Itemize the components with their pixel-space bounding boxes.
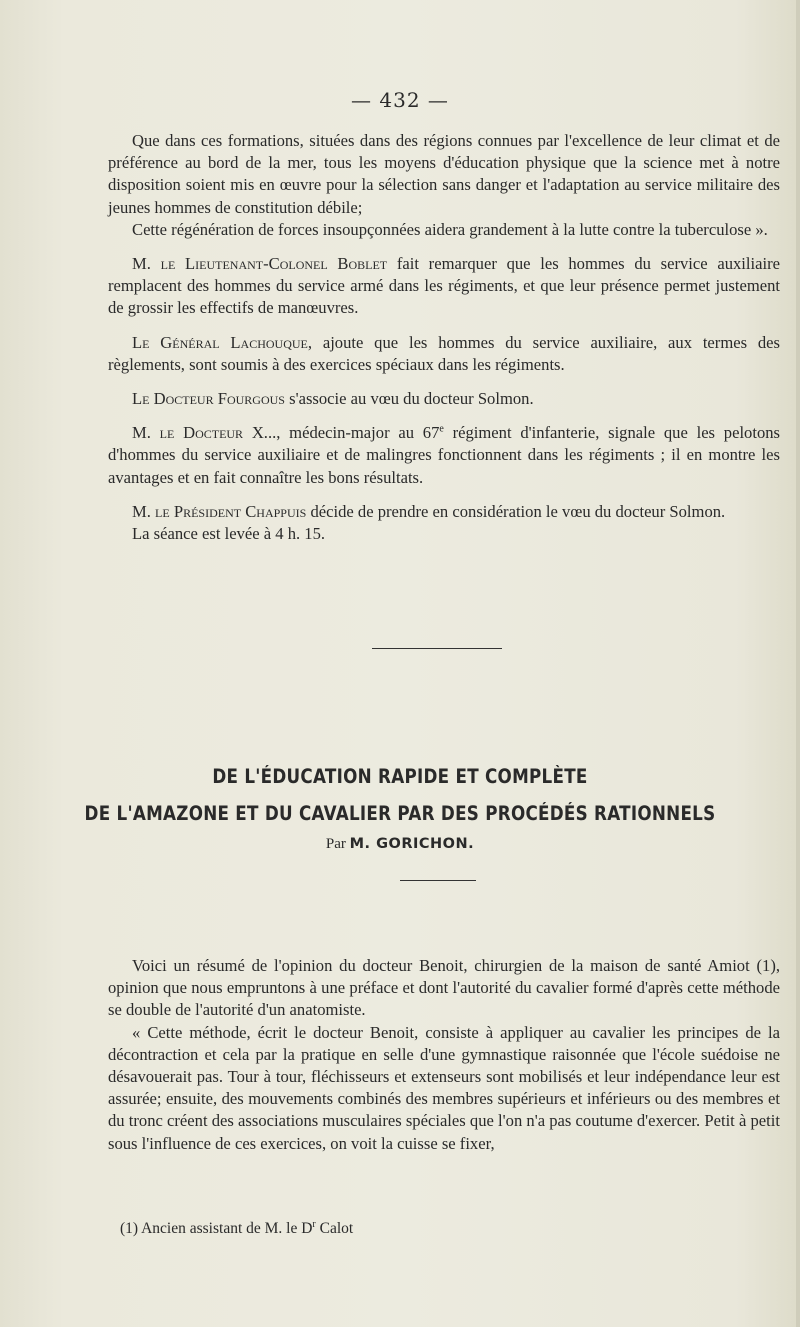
superscript: r (312, 1218, 316, 1230)
paragraph: Voici un résumé de l'opinion du docteur Benoit, chirurgien de la maison de santé Amiot (1), opinion que nous empruntons à une préface et dont l'autorité du cavalier formé d'après cette méthode se double de l'autorité d'un anatomiste. (108, 956, 780, 1020)
paragraph: Cette régénération de forces insoupçonnées aidera grandement à la lutte contre la tuberculose ». (132, 219, 768, 239)
speaker-name: M. le Président Chappuis (132, 501, 307, 521)
speaker-name: M. le Docteur X..., (132, 423, 281, 443)
paragraph: Que dans ces formations, situées dans des régions connues par l'excellence de leur climat et de préférence au bord de la mer, tous les moyens d'éducation physique que la science met à notre disposition soient mis en œuvre pour la sélection sans danger et l'adaptation au service militaire des jeunes hommes de constitution débile; (108, 131, 780, 217)
article-body (108, 955, 780, 1155)
paragraph-text: régiment d'infanterie, signale que les pelotons d'hommes du service auxiliaire et de malingres fonctionnent dans les régiments ; il en montre les avantages et en fait connaître les bons résultats. (108, 423, 781, 487)
paragraph (108, 422, 780, 489)
paragraph (108, 332, 780, 376)
footnote-text: Calot (315, 1220, 354, 1237)
page-edge (796, 0, 800, 1327)
footnote-text: (1) Ancien assistant de M. le D (120, 1220, 313, 1237)
byline-author: M. GORICHON. (349, 836, 475, 852)
superscript: e (439, 423, 444, 435)
footnote (120, 1220, 353, 1238)
paragraph-text: ajoute que les hommes du service auxiliaire, aux termes des règlements, sont soumis à des exercices spéciaux dans les régiments. (108, 332, 780, 374)
speaker-name: Le Docteur Fourgous (132, 389, 285, 409)
article-title-line-2: DE L'AMAZONE ET DU CAVALIER PAR DES PROCÉDÉS RATIONNELS (84, 802, 716, 825)
section-divider (372, 648, 502, 649)
page-number: — 432 — (351, 88, 449, 112)
paragraph: « Cette méthode, écrit le docteur Benoit, consiste à appliquer au cavalier les principes de la décontraction et cela par la pratique en selle d'une gymnastique raisonnée que l'école suédoise ne désavouerait pas. Tour à tour, fléchisseurs et extenseurs sont mobilisés et leur indépendance leur est assurée; ensuite, des mouvements combinés des membres supérieurs et inférieurs ou des membres et du tronc créent des associations musculaires spéciales que l'on n'a pas coutume d'exercer. Petit à petit sous l'influence de ces exercices, on voit la cuisse se fixer, (108, 1022, 780, 1153)
paragraph (108, 501, 780, 523)
article-title-line-1: DE L'ÉDUCATION RAPIDE ET COMPLÈTE (212, 765, 588, 788)
paragraph-text: médecin-major au 67 (280, 423, 440, 443)
title-divider (400, 880, 476, 881)
paragraph (108, 388, 780, 410)
byline (0, 836, 800, 853)
paragraph-text: fait remarquer que les hommes du service auxiliaire remplacent des hommes du service armé dans les régiments, et que leur présence permet justement de grossir les effectifs de manœuvres. (108, 254, 780, 318)
paragraph-text: s'associe au vœu du docteur Solmon. (284, 389, 534, 409)
speaker-name: Le Général Lachouque, (132, 332, 313, 352)
paragraph (108, 253, 780, 320)
paragraph: La séance est levée à 4 h. 15. (132, 524, 326, 544)
minutes-section (108, 130, 780, 545)
paragraph-text: décide de prendre en considération le vœu du docteur Solmon. (306, 501, 726, 521)
byline-prefix: Par (325, 836, 350, 852)
speaker-name: M. le Lieutenant-Colonel Boblet (132, 254, 388, 274)
